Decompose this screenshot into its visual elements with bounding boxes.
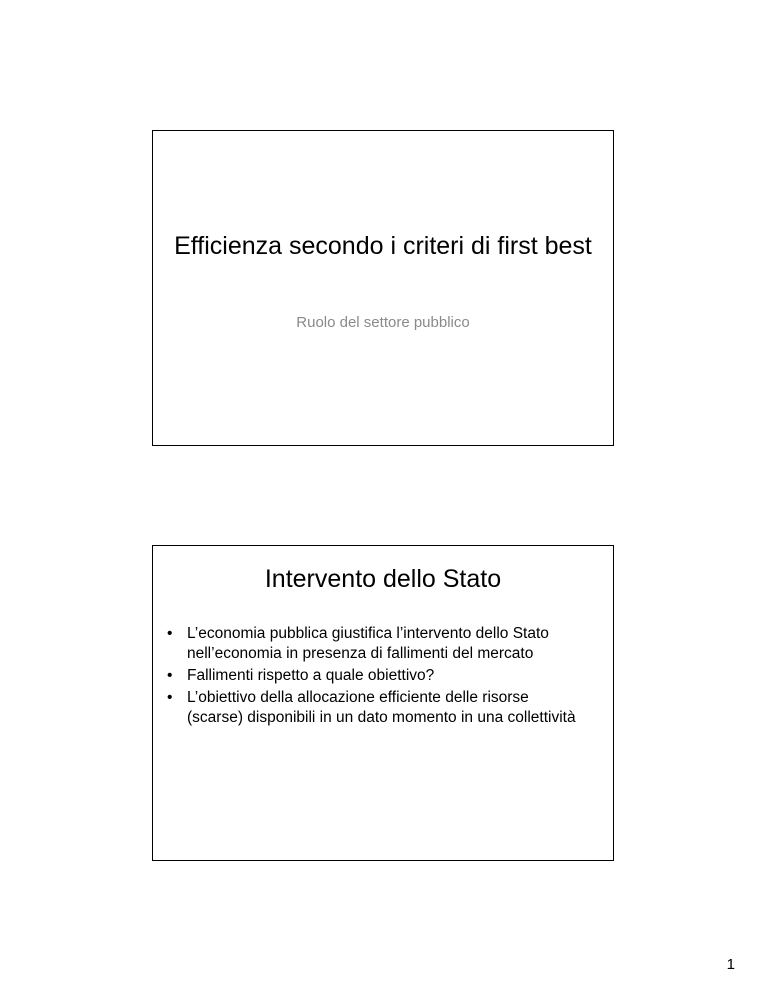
slide-heading: Intervento dello Stato — [264, 565, 502, 593]
slide-intervento — [152, 545, 614, 861]
bullet-item — [167, 666, 589, 686]
page-number: 1 — [726, 956, 735, 973]
bullet-icon: • — [167, 667, 173, 684]
slide-subtitle: Ruolo del settore pubblico — [296, 314, 470, 331]
slide-title-heading: Efficienza secondo i criteri di first best — [174, 232, 592, 260]
bullet-icon: • — [167, 625, 173, 642]
bullet-list — [167, 624, 589, 730]
bullet-text: Fallimenti rispetto a quale obiettivo? — [187, 667, 435, 684]
bullet-text: L’economia pubblica giustifica l’intervento dello Stato nell’economia in presenza di fallimenti del mercato — [187, 625, 549, 662]
slide-title — [152, 130, 614, 446]
bullet-item — [167, 624, 589, 664]
bullet-item — [167, 688, 589, 728]
bullet-icon: • — [167, 689, 173, 706]
bullet-text: L’obiettivo della allocazione efficiente delle risorse (scarse) disponibili in un dato momento in una collettività — [187, 689, 576, 726]
